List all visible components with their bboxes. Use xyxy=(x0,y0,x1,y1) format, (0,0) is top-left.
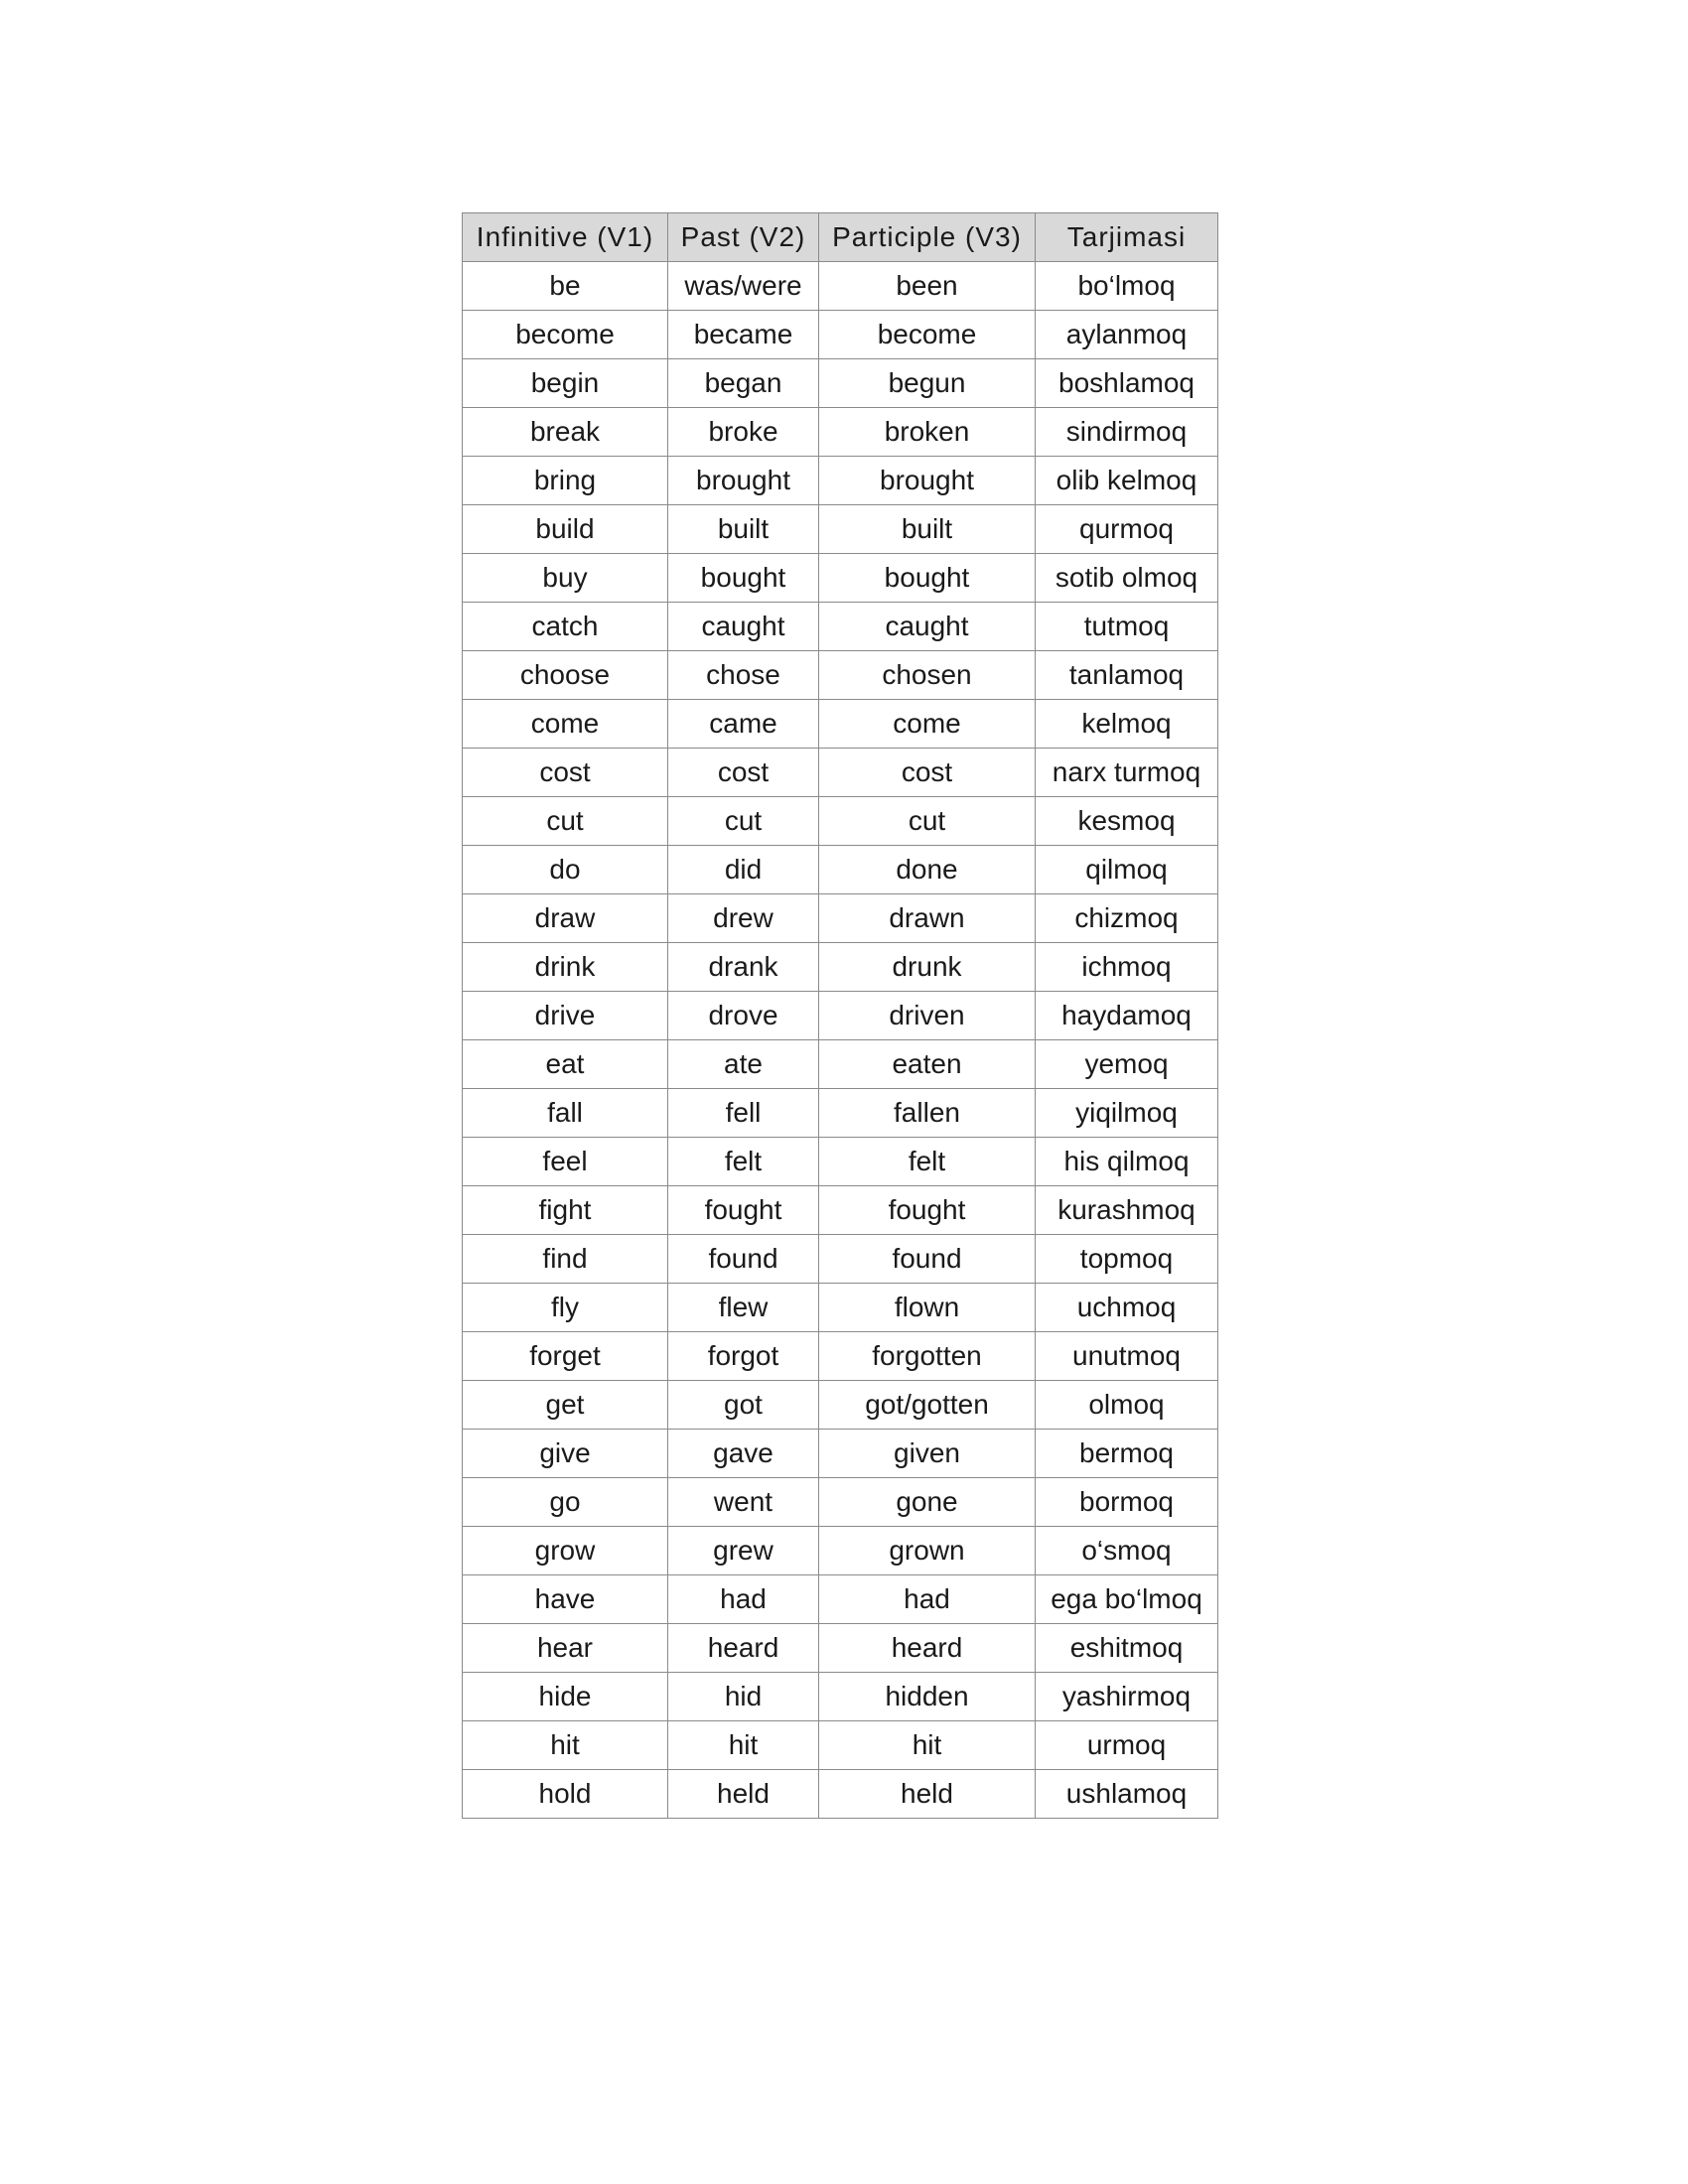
cell-past: flew xyxy=(668,1284,819,1332)
table-row xyxy=(463,700,1218,749)
cell-participle: been xyxy=(819,262,1036,311)
cell-participle: felt xyxy=(819,1138,1036,1186)
cell-past: got xyxy=(668,1381,819,1430)
cell-translation: tanlamoq xyxy=(1036,651,1218,700)
cell-translation: ichmoq xyxy=(1036,943,1218,992)
cell-participle: drawn xyxy=(819,894,1036,943)
table-row xyxy=(463,505,1218,554)
cell-translation: sindirmoq xyxy=(1036,408,1218,457)
cell-past: cut xyxy=(668,797,819,846)
table-row xyxy=(463,651,1218,700)
cell-translation: sotib olmoq xyxy=(1036,554,1218,603)
cell-past: caught xyxy=(668,603,819,651)
table-row xyxy=(463,311,1218,359)
cell-infinitive: cost xyxy=(463,749,668,797)
cell-infinitive: feel xyxy=(463,1138,668,1186)
table-row xyxy=(463,457,1218,505)
table-row xyxy=(463,262,1218,311)
cell-participle: forgotten xyxy=(819,1332,1036,1381)
cell-participle: caught xyxy=(819,603,1036,651)
cell-past: broke xyxy=(668,408,819,457)
cell-infinitive: catch xyxy=(463,603,668,651)
cell-participle: heard xyxy=(819,1624,1036,1673)
cell-infinitive: forget xyxy=(463,1332,668,1381)
cell-past: hid xyxy=(668,1673,819,1721)
table-row xyxy=(463,1478,1218,1527)
table-body xyxy=(463,262,1218,1819)
table-row xyxy=(463,1284,1218,1332)
cell-past: bought xyxy=(668,554,819,603)
cell-participle: cost xyxy=(819,749,1036,797)
cell-participle: broken xyxy=(819,408,1036,457)
cell-infinitive: hold xyxy=(463,1770,668,1819)
table-row xyxy=(463,1138,1218,1186)
table-row xyxy=(463,1575,1218,1624)
cell-translation: boshlamoq xyxy=(1036,359,1218,408)
cell-participle: drunk xyxy=(819,943,1036,992)
table-row xyxy=(463,1040,1218,1089)
cell-translation: topmoq xyxy=(1036,1235,1218,1284)
table-row xyxy=(463,894,1218,943)
cell-translation: eshitmoq xyxy=(1036,1624,1218,1673)
cell-past: drew xyxy=(668,894,819,943)
cell-past: gave xyxy=(668,1430,819,1478)
table-row xyxy=(463,1721,1218,1770)
table-row xyxy=(463,1235,1218,1284)
cell-translation: yashirmoq xyxy=(1036,1673,1218,1721)
cell-translation: bermoq xyxy=(1036,1430,1218,1478)
cell-translation: unutmoq xyxy=(1036,1332,1218,1381)
table-row xyxy=(463,359,1218,408)
cell-infinitive: drink xyxy=(463,943,668,992)
table-row xyxy=(463,408,1218,457)
cell-past: built xyxy=(668,505,819,554)
table-row xyxy=(463,992,1218,1040)
cell-infinitive: hide xyxy=(463,1673,668,1721)
cell-past: grew xyxy=(668,1527,819,1575)
cell-infinitive: bring xyxy=(463,457,668,505)
cell-past: brought xyxy=(668,457,819,505)
table-row xyxy=(463,1381,1218,1430)
header-participle: Participle (V3) xyxy=(819,213,1036,262)
cell-participle: grown xyxy=(819,1527,1036,1575)
cell-translation: aylanmoq xyxy=(1036,311,1218,359)
cell-infinitive: break xyxy=(463,408,668,457)
cell-participle: held xyxy=(819,1770,1036,1819)
cell-translation: tutmoq xyxy=(1036,603,1218,651)
cell-infinitive: fight xyxy=(463,1186,668,1235)
cell-past: felt xyxy=(668,1138,819,1186)
cell-participle: got/gotten xyxy=(819,1381,1036,1430)
cell-translation: qurmoq xyxy=(1036,505,1218,554)
cell-translation: bormoq xyxy=(1036,1478,1218,1527)
cell-infinitive: have xyxy=(463,1575,668,1624)
cell-past: came xyxy=(668,700,819,749)
cell-infinitive: fly xyxy=(463,1284,668,1332)
cell-past: went xyxy=(668,1478,819,1527)
header-translation: Tarjimasi xyxy=(1036,213,1218,262)
cell-past: had xyxy=(668,1575,819,1624)
cell-participle: gone xyxy=(819,1478,1036,1527)
cell-past: hit xyxy=(668,1721,819,1770)
cell-translation: olmoq xyxy=(1036,1381,1218,1430)
cell-participle: come xyxy=(819,700,1036,749)
cell-participle: hidden xyxy=(819,1673,1036,1721)
cell-infinitive: go xyxy=(463,1478,668,1527)
cell-infinitive: give xyxy=(463,1430,668,1478)
cell-translation: urmoq xyxy=(1036,1721,1218,1770)
cell-translation: ega bo‘lmoq xyxy=(1036,1575,1218,1624)
cell-participle: fought xyxy=(819,1186,1036,1235)
cell-translation: kesmoq xyxy=(1036,797,1218,846)
cell-past: ate xyxy=(668,1040,819,1089)
cell-translation: chizmoq xyxy=(1036,894,1218,943)
cell-translation: uchmoq xyxy=(1036,1284,1218,1332)
header-row xyxy=(463,213,1218,262)
cell-past: heard xyxy=(668,1624,819,1673)
cell-past: became xyxy=(668,311,819,359)
cell-past: chose xyxy=(668,651,819,700)
cell-participle: had xyxy=(819,1575,1036,1624)
cell-infinitive: choose xyxy=(463,651,668,700)
cell-infinitive: buy xyxy=(463,554,668,603)
table-row xyxy=(463,846,1218,894)
cell-past: drank xyxy=(668,943,819,992)
cell-infinitive: eat xyxy=(463,1040,668,1089)
table-header xyxy=(463,213,1218,262)
cell-past: drove xyxy=(668,992,819,1040)
table-row xyxy=(463,554,1218,603)
cell-infinitive: cut xyxy=(463,797,668,846)
cell-infinitive: build xyxy=(463,505,668,554)
table-row xyxy=(463,1624,1218,1673)
cell-participle: chosen xyxy=(819,651,1036,700)
cell-past: fell xyxy=(668,1089,819,1138)
cell-infinitive: do xyxy=(463,846,668,894)
cell-infinitive: be xyxy=(463,262,668,311)
table-row xyxy=(463,943,1218,992)
cell-translation: kurashmoq xyxy=(1036,1186,1218,1235)
cell-infinitive: find xyxy=(463,1235,668,1284)
cell-translation: haydamoq xyxy=(1036,992,1218,1040)
cell-infinitive: hear xyxy=(463,1624,668,1673)
cell-participle: eaten xyxy=(819,1040,1036,1089)
cell-participle: bought xyxy=(819,554,1036,603)
cell-participle: done xyxy=(819,846,1036,894)
cell-past: cost xyxy=(668,749,819,797)
cell-past: began xyxy=(668,359,819,408)
cell-infinitive: get xyxy=(463,1381,668,1430)
cell-participle: become xyxy=(819,311,1036,359)
cell-past: was/were xyxy=(668,262,819,311)
cell-translation: yemoq xyxy=(1036,1040,1218,1089)
cell-infinitive: draw xyxy=(463,894,668,943)
table-row xyxy=(463,1332,1218,1381)
header-infinitive: Infinitive (V1) xyxy=(463,213,668,262)
cell-infinitive: fall xyxy=(463,1089,668,1138)
header-past: Past (V2) xyxy=(668,213,819,262)
table-row xyxy=(463,797,1218,846)
table-row xyxy=(463,603,1218,651)
cell-infinitive: begin xyxy=(463,359,668,408)
cell-participle: built xyxy=(819,505,1036,554)
table-row xyxy=(463,749,1218,797)
table-row xyxy=(463,1770,1218,1819)
cell-infinitive: drive xyxy=(463,992,668,1040)
cell-translation: his qilmoq xyxy=(1036,1138,1218,1186)
table-row xyxy=(463,1527,1218,1575)
cell-participle: cut xyxy=(819,797,1036,846)
cell-participle: driven xyxy=(819,992,1036,1040)
table-row xyxy=(463,1673,1218,1721)
cell-translation: kelmoq xyxy=(1036,700,1218,749)
cell-participle: brought xyxy=(819,457,1036,505)
table-row xyxy=(463,1186,1218,1235)
table-row xyxy=(463,1430,1218,1478)
cell-past: found xyxy=(668,1235,819,1284)
cell-translation: olib kelmoq xyxy=(1036,457,1218,505)
cell-participle: begun xyxy=(819,359,1036,408)
irregular-verbs-table xyxy=(462,212,1218,1819)
cell-translation: ushlamoq xyxy=(1036,1770,1218,1819)
cell-participle: given xyxy=(819,1430,1036,1478)
cell-translation: o‘smoq xyxy=(1036,1527,1218,1575)
cell-infinitive: become xyxy=(463,311,668,359)
cell-participle: found xyxy=(819,1235,1036,1284)
cell-infinitive: come xyxy=(463,700,668,749)
cell-translation: bo‘lmoq xyxy=(1036,262,1218,311)
cell-participle: flown xyxy=(819,1284,1036,1332)
cell-participle: hit xyxy=(819,1721,1036,1770)
cell-translation: yiqilmoq xyxy=(1036,1089,1218,1138)
cell-past: forgot xyxy=(668,1332,819,1381)
cell-past: held xyxy=(668,1770,819,1819)
cell-translation: qilmoq xyxy=(1036,846,1218,894)
cell-translation: narx turmoq xyxy=(1036,749,1218,797)
cell-infinitive: hit xyxy=(463,1721,668,1770)
cell-participle: fallen xyxy=(819,1089,1036,1138)
table-row xyxy=(463,1089,1218,1138)
cell-infinitive: grow xyxy=(463,1527,668,1575)
cell-past: fought xyxy=(668,1186,819,1235)
cell-past: did xyxy=(668,846,819,894)
